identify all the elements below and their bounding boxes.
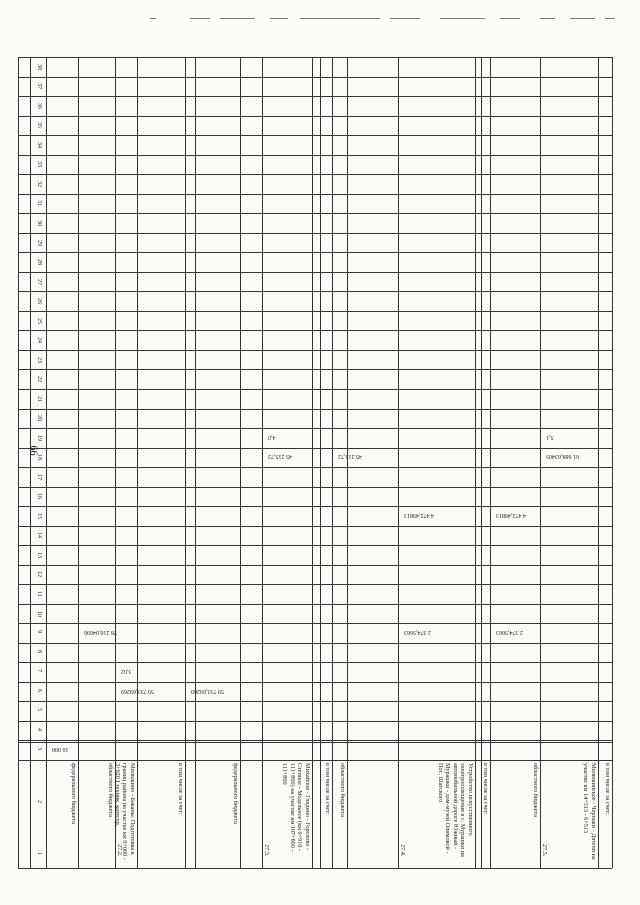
row-line — [46, 57, 47, 868]
column-line — [18, 662, 612, 663]
column-number: 6 — [36, 688, 42, 692]
column-number: 23 — [36, 356, 42, 363]
row-name: федерального бюджета — [70, 763, 77, 824]
row-number: 27.5. — [541, 844, 548, 857]
column-number: 1 — [36, 852, 42, 855]
column-number: 26 — [36, 298, 42, 305]
cell-value-col3: 10 000 — [52, 746, 69, 753]
row-line — [398, 57, 399, 868]
row-line — [262, 57, 263, 868]
column-number: 38 — [36, 63, 42, 70]
row-line — [332, 57, 333, 868]
cell-value-col9: 78 210,04696 — [84, 629, 117, 636]
row-line — [320, 57, 321, 868]
table-bottom-line — [18, 868, 612, 869]
row-number: 27.4. — [399, 844, 406, 857]
cell-value-col15: 4 472,49813 — [496, 511, 526, 518]
column-line — [18, 760, 612, 761]
column-number: 11 — [36, 591, 42, 597]
row-line — [240, 57, 241, 868]
column-line — [18, 213, 612, 214]
scan-mark — [390, 18, 420, 19]
row-line — [185, 57, 186, 868]
row-line — [490, 57, 491, 868]
row-line — [612, 57, 613, 868]
column-line — [18, 291, 612, 292]
column-line — [18, 77, 612, 78]
column-number: 15 — [36, 512, 42, 519]
column-number: 17 — [36, 473, 42, 480]
column-number: 21 — [36, 395, 42, 402]
row-line — [540, 57, 541, 868]
column-number: 9 — [36, 630, 42, 634]
column-number: 3 — [36, 747, 42, 751]
column-line — [18, 135, 612, 136]
cell-value-col6: 59 733,69269 — [121, 687, 154, 694]
column-number: 16 — [36, 493, 42, 500]
row-number: 27.2. — [116, 844, 123, 857]
row-name: Михайлов - Глядино - Горелово - Степное - Модельное (км 0+910 - 111+800) на участке км 107+800 - 111+800 — [281, 763, 311, 852]
column-number: 29 — [36, 239, 42, 246]
scan-mark — [190, 18, 210, 19]
row-line — [195, 57, 196, 868]
row-line — [115, 57, 116, 868]
column-line — [18, 643, 612, 644]
column-line — [18, 545, 612, 546]
row-line — [481, 57, 482, 868]
column-number: 2 — [36, 800, 42, 803]
row-name: областного бюджета — [532, 763, 539, 817]
table-top-line — [18, 57, 612, 58]
column-line — [18, 389, 612, 390]
column-line — [18, 252, 612, 253]
scan-mark — [570, 18, 595, 19]
column-line — [18, 174, 612, 175]
column-number: 37 — [36, 83, 42, 90]
column-line — [18, 233, 612, 234]
row-line — [30, 57, 31, 868]
row-line — [475, 57, 476, 868]
cell-value-col18: 45 215,72 — [268, 453, 292, 460]
column-number: 24 — [36, 337, 42, 344]
column-line — [18, 701, 612, 702]
column-line — [18, 311, 612, 312]
column-line — [18, 467, 612, 468]
cell-value-col6: 59 733,69269 — [191, 687, 224, 694]
row-line — [18, 57, 19, 868]
column-line — [18, 506, 612, 507]
column-number: 19 — [36, 434, 42, 441]
column-number: 34 — [36, 141, 42, 148]
column-number: 30 — [36, 219, 42, 226]
column-number: 20 — [36, 415, 42, 422]
column-line — [18, 742, 612, 743]
column-line — [18, 682, 612, 683]
scan-mark — [300, 18, 380, 19]
scan-mark — [500, 18, 520, 19]
column-line — [18, 565, 612, 566]
row-line — [598, 57, 599, 868]
cell-value-col15: 4 472,49813 — [404, 511, 434, 518]
column-number: 7 — [36, 669, 42, 673]
row-line — [78, 57, 79, 868]
column-line — [18, 740, 612, 741]
scan-mark — [605, 18, 615, 19]
column-line — [18, 448, 612, 449]
row-number: 27.3. — [263, 844, 270, 857]
column-number: 8 — [36, 649, 42, 653]
column-line — [18, 155, 612, 156]
column-number: 25 — [36, 317, 42, 324]
column-number: 33 — [36, 161, 42, 168]
column-number: 27 — [36, 278, 42, 285]
column-number: 36 — [36, 102, 42, 109]
column-number: 4 — [36, 727, 42, 731]
cell-value-col7: 3,02 — [121, 668, 132, 675]
column-number: 35 — [36, 122, 42, 129]
column-line — [18, 350, 612, 351]
scan-mark — [540, 18, 555, 19]
column-number: 5 — [36, 708, 42, 712]
row-name: областного бюджета — [107, 763, 114, 817]
cell-value-col9: 2 374,5663 — [496, 629, 523, 636]
row-name: в том числе за счет: — [604, 763, 611, 815]
column-number: 14 — [36, 532, 42, 539]
row-name: федерального бюджета — [232, 763, 239, 824]
column-line — [18, 487, 612, 488]
column-number: 31 — [36, 200, 42, 207]
cell-value-col18: 61 688,63405 — [546, 453, 579, 460]
row-name: Устройство искусственного электроосвещения в с. Мурашки на автомобильной дороге Южный - Мурашки - дом-музей Олимовой - Пос. Шатского — [437, 763, 474, 857]
column-number: 18 — [36, 454, 42, 461]
scan-mark — [440, 18, 485, 19]
column-line — [18, 428, 612, 429]
column-number: 32 — [36, 180, 42, 187]
row-name: в том числе за счет: — [482, 763, 489, 815]
row-name: Милюкинское - Черпаки - Дятели на участке км 14+513 - 6+513 — [582, 763, 597, 860]
row-name: областного бюджета — [339, 763, 346, 817]
row-name: в том числе за счет: — [324, 763, 331, 815]
column-line — [18, 369, 612, 370]
cell-value-col19: 4,0 — [268, 433, 276, 440]
scan-mark — [270, 18, 288, 19]
row-name: Милюкино - Баканы. Подготовка к границ района на участке км 0+000 - 3+020 I техник. категор. — [114, 763, 136, 860]
cell-value-col18: 45 215,72 — [338, 453, 362, 460]
column-line — [18, 604, 612, 605]
column-line — [18, 409, 612, 410]
column-number: 22 — [36, 376, 42, 383]
column-line — [18, 96, 612, 97]
row-line — [347, 57, 348, 868]
page-number: 66 — [27, 445, 39, 456]
cell-value-col9: 2 374,5663 — [404, 629, 431, 636]
scan-mark — [220, 18, 255, 19]
column-line — [18, 272, 612, 273]
column-line — [18, 194, 612, 195]
column-number: 12 — [36, 571, 42, 578]
scan-mark — [150, 18, 156, 19]
scan-noise — [150, 18, 620, 24]
row-line — [312, 57, 313, 868]
column-line — [18, 721, 612, 722]
column-line — [18, 330, 612, 331]
column-line — [18, 584, 612, 585]
column-line — [18, 526, 612, 527]
column-number: 28 — [36, 259, 42, 266]
column-number: 13 — [36, 551, 42, 558]
cell-value-col19: 5,1 — [546, 433, 554, 440]
row-line — [137, 57, 138, 868]
column-line — [18, 116, 612, 117]
row-name: в том числе за счет: — [177, 763, 184, 815]
column-line — [18, 623, 612, 624]
column-number: 10 — [36, 610, 42, 617]
